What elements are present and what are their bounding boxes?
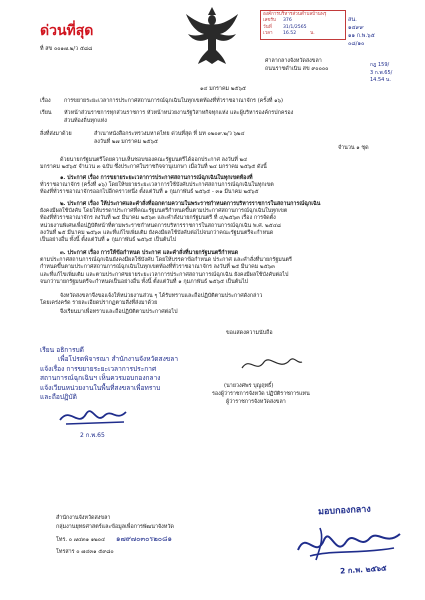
body-item-1 xyxy=(40,175,386,197)
signatory-title: รองผู้ว่าราชการจังหวัด ปฏิบัติราชการแทน xyxy=(212,391,310,397)
closing-request: จึงเรียนมาเพื่อทราบและถือปฏิบัติตามประกาศต่อไป xyxy=(60,309,178,316)
closing-salutation: ขอแสดงความนับถือ xyxy=(226,330,273,336)
body-line: กำหนดขึ้นตามประกาศสถานการณ์ฉุกเฉินในทุกเขตท้องที่ทั่วราชอาณาจักร ลงวันที่ ๒๕ มีนาคม ๒๕๖๓ xyxy=(40,264,275,271)
assignment-handwriting: มอบกองกลาง xyxy=(317,504,371,518)
body-line: ท้องที่ทั่วราชอาณาจักร ลงวันที่ ๒๕ มีนาคม ๒๕๖๓ และคำสั่งนายกรัฐมนตรี ที่ ๔/๒๕๖๓ เรื่อง การจัดตั้ง xyxy=(40,215,276,222)
body-line: ๓. ประกาศ เรื่อง การให้ข้อกำหนด ประกาศ และคำสั่งที่นายกรัฐมนตรีกำหนด xyxy=(60,250,239,256)
receipt-number: 376 xyxy=(283,18,292,23)
body-line: ยังคงมีผลใช้บังคับ โดยให้บรรดาประกาศที่คณะรัฐมนตรีกำหนดขึ้นตามประกาศสถานการณ์ฉุกเฉินในทุกเขต xyxy=(40,208,288,215)
footer-office: สำนักงานจังหวัดสงขลา xyxy=(56,515,111,521)
side-stamp xyxy=(370,62,392,85)
note-line: และถือปฏิบัติ xyxy=(40,393,77,402)
body-item-3 xyxy=(40,250,386,286)
body-intro xyxy=(40,157,386,171)
body-line: ท้องที่ทั่วราชอาณาจักรออกไปอีกคราวหนึ่ง ตั้งแต่วันที่ ๑ กุมภาพันธ์ ๒๕๖๕ - ๓๑ มีนาคม ๒๕๖๕ xyxy=(40,189,259,196)
receipt-time: 16.52 xyxy=(283,31,297,37)
body-line: มกราคม ๒๕๖๕ จำนวน ๓ ฉบับ ซึ่งประกาศในราชกิจจานุเบกษา เมื่อวันที่ ๒๔ มกราคม ๒๕๖๕ ดังนี้ xyxy=(40,164,267,171)
receipt-date: 31/1/2565 xyxy=(283,24,307,30)
body-line: จังหวัดสงขลาจึงขอแจ้งให้หน่วยงานส่วน ๆ ได้รับทราบและถือปฏิบัติตามประกาศดังกล่าว xyxy=(60,293,263,299)
stamp-line: ๐๘/๑๐ xyxy=(348,41,365,47)
receipt-key: เลขรับ xyxy=(263,18,276,23)
body-closing xyxy=(40,293,386,317)
signatory-name: (นายวงศพร บุญฤทธิ์) xyxy=(224,383,274,389)
recipient-label: เรียน xyxy=(40,110,52,116)
signatory-title: ผู้ว่าราชการจังหวัดสงขลา xyxy=(226,399,286,405)
receipt-time-unit: น. xyxy=(310,31,315,37)
footer-hand-note: ๑๗๙๗๐๓๐ร๒๐๘๑ xyxy=(116,535,172,543)
body-line: หน่วยงานพิเศษเพื่อปฏิบัติหน้าที่ตามพระราชกำหนดการบริหารราชการในสถานการณ์ฉุกเฉิน พ.ศ. ๒๕๔๘ xyxy=(40,222,281,229)
footer-unit: กลุ่มงานยุทธศาสตร์และข้อมูลเพื่อการพัฒนาจังหวัด xyxy=(56,524,174,530)
receipt-stamp-title: องค์การบริหารส่วนตำบลบ้านพรุ xyxy=(263,12,327,17)
stamp-line: สน. xyxy=(348,17,357,23)
receipt-stamp-row xyxy=(263,25,343,32)
stamp-line: ๑๔๙๙ xyxy=(348,25,364,31)
subject-text: การขยายระยะเวลาการประกาศสถานการณ์ฉุกเฉินในทุกเขตท้องที่ทั่วราชอาณาจักร (ครั้งที่ ๑๖) xyxy=(64,98,284,104)
body-item-2 xyxy=(40,201,386,244)
note-line: เรียน อธิการบดี xyxy=(40,346,84,354)
top-right-stamp xyxy=(348,16,375,48)
receipt-key: เวลา xyxy=(263,31,273,37)
handwritten-signature-icon xyxy=(56,402,136,432)
note-line: สถานการณ์ฉุกเฉินฯ เห็นควรมอบกองกลาง xyxy=(40,374,161,383)
document-number: ที่ สข ๐๐๑๗.๒/ว ๕๘๘ xyxy=(40,46,93,52)
stamp-line: กฎ 159/ xyxy=(370,62,390,68)
stamp-line: 3 ก.พ.65/ xyxy=(370,69,393,76)
attachment-line: สำเนาหนังสือกระทรวงมหาดไทย ด่วนที่สุด ที่ มท ๐๒๐๙.๒/ว ๖๒๔ xyxy=(94,131,245,137)
recipient-line: ส่วนท้องถิ่นทุกแห่ง xyxy=(64,118,107,124)
urgency-label: ด่วนที่สุด xyxy=(40,23,94,39)
agency-name: ศาลากลางจังหวัดสงขลา xyxy=(265,58,322,64)
handwritten-note xyxy=(40,346,178,402)
receipt-stamp-row xyxy=(263,31,343,38)
body-line: ตามประกาศสถานการณ์ฉุกเฉินยังคงมีผลใช้บังคับ โดยให้บรรดาข้อกำหนด ประกาศ และคำสั่งที่นายกรัฐมนตรี xyxy=(40,257,292,264)
attachment-count: จำนวน ๑ ชุด xyxy=(338,145,369,151)
agency-address: ถนนราชดำเนิน สข ๙๐๐๐๐ xyxy=(265,66,329,72)
body-line: และที่แก้ไขเพิ่มเติม และตามประกาศขยายระยะเวลาการประกาศสถานการณ์ฉุกเฉิน ยังคงมีผลใช้บังคับต่อไป xyxy=(40,271,289,278)
body-line: จนกว่านายกรัฐมนตรีจะกำหนดเป็นอย่างอื่น ทั้งนี้ ตั้งแต่วันที่ ๑ กุมภาพันธ์ ๒๕๖๕ เป็นต้นไป xyxy=(40,278,249,285)
assignment-date: 2 ก.พ. ๒๕๖๕ xyxy=(339,563,387,576)
body-line: ทั่วราชอาณาจักร (ครั้งที่ ๑๖) โดยให้ขยายระยะเวลาการใช้บังคับประกาศสถานการณ์ฉุกเฉินในทุกเขต xyxy=(40,182,274,189)
recipient-line: หัวหน้าส่วนราชการทุกส่วนราชการ หัวหน้าหน่วยงานรัฐวิสาหกิจทุกแห่ง และผู้บริหารองค์กรปกครอง xyxy=(64,110,294,116)
receipt-key: วันที่ xyxy=(263,24,272,30)
body-line: ๑. ประกาศ เรื่อง การขยายระยะเวลาการประกาศสถานการณ์ฉุกเฉินในทุกเขตท้องที่ xyxy=(60,175,253,181)
receipt-stamp xyxy=(260,10,346,40)
official-signature-icon xyxy=(236,352,306,378)
body-line: ๒. ประกาศ เรื่อง ให้ประกาศและคำสั่งที่ออกตามความในพระราชกำหนดการบริหารราชการในสถานการณ์ฉุกเฉิน xyxy=(60,201,321,207)
footer-fax: โทรสาร ๐ ๗๔๓๑ ๕๙๘๐ xyxy=(56,549,114,555)
stamp-line: 14.54 น. xyxy=(370,77,391,83)
attachment-line: ลงวันที่ ๒๗ มกราคม ๒๕๖๕ xyxy=(94,139,158,145)
director-signature-icon xyxy=(290,520,410,568)
note-line: แจ้งเวียนหน่วยงานในพื้นที่สงขลาเพื่อทราบ xyxy=(40,383,161,392)
body-line: ลงวันที่ ๒๕ มีนาคม ๒๕๖๓ และที่แก้ไขเพิ่มเติม ยังคงมีผลใช้บังคับต่อไปจนกว่าคณะรัฐมนตรีจะกำหนด xyxy=(40,229,274,236)
note-line: แจ้งเรื่อง การขยายระยะเวลาการประกาศ xyxy=(40,364,157,373)
body-line: เป็นอย่างอื่น ทั้งนี้ ตั้งแต่วันที่ ๑ กุมภาพันธ์ ๒๕๖๕ เป็นต้นไป xyxy=(40,237,177,244)
footer-phone: โทร. ๐ ๗๔๓๑ ๑๒๐๔ xyxy=(56,537,106,543)
receipt-stamp-row xyxy=(263,18,343,25)
note-line: เพื่อโปรดพิจารณา สำนักงานจังหวัดสงขลา xyxy=(58,355,179,364)
document-date: ๑๔ มกราคม ๒๕๖๕ xyxy=(200,86,246,92)
stamp-line: ๑๑ ก.พ.๖๕ xyxy=(348,33,375,39)
subject-label: เรื่อง xyxy=(40,98,51,104)
body-line: โดยเคร่งครัด รายละเอียดปรากฏตามสิ่งที่ส่งมาด้วย xyxy=(40,300,158,307)
handwritten-date: 2 ก.พ.65 xyxy=(80,432,105,439)
attachment-label: สิ่งที่ส่งมาด้วย xyxy=(40,131,72,137)
garuda-emblem-icon xyxy=(184,6,240,66)
body-line: ด้วยนายกรัฐมนตรีโดยความเห็นชอบของคณะรัฐมนตรีได้ออกประกาศ ลงวันที่ ๒๔ xyxy=(60,157,248,163)
